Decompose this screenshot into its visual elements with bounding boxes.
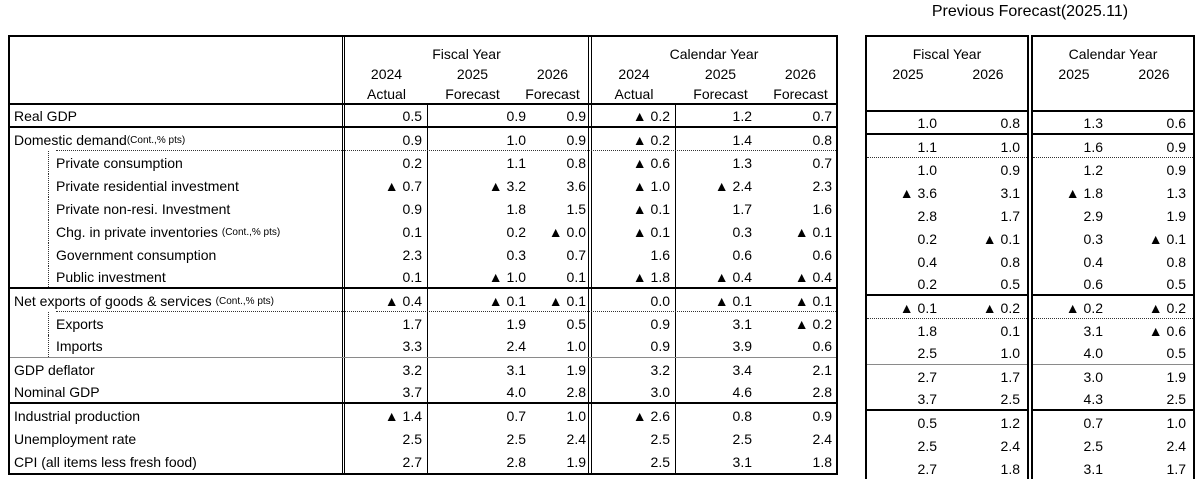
value-cell: 3.1	[1000, 184, 1020, 201]
row-label-cell	[10, 427, 345, 450]
row-label-text: Real GDP	[14, 107, 78, 124]
value-cell: 1.0	[917, 161, 937, 178]
prev-cy-row	[1033, 434, 1193, 457]
value-cell: 0.9	[532, 128, 592, 151]
row-label-text: GDP deflator	[14, 361, 95, 378]
value-cell: 2.5	[506, 430, 526, 447]
value-cell: 3.6	[532, 174, 592, 197]
value-cell: 0.2	[917, 230, 937, 247]
value-cell: 4.0	[1083, 345, 1103, 361]
value-cell: ▲ 0.1	[592, 220, 676, 243]
value-cell: 3.1	[732, 315, 752, 332]
value-cell: 0.9	[532, 105, 592, 126]
row-label-text: Private non-resi. Investment	[56, 200, 231, 217]
row-label-cell	[10, 381, 345, 402]
value-cell: 2.5	[917, 345, 937, 361]
prev-cy-row	[1033, 388, 1193, 411]
value-cell: 2.5	[1166, 390, 1186, 407]
value-cell: 1.9	[1166, 368, 1186, 385]
value-cell: ▲ 0.1	[794, 223, 832, 240]
fy-col-year: 2024	[370, 66, 403, 82]
table-row	[10, 174, 836, 197]
value-cell: 0.9	[345, 197, 428, 220]
row-label-text: Exports	[56, 315, 104, 332]
value-cell: 1.0	[1166, 414, 1186, 431]
value-cell: 0.7	[506, 407, 526, 424]
value-cell: 0.1	[532, 266, 592, 287]
value-cell: 1.2	[1000, 414, 1020, 431]
fiscal-year-year-row	[345, 64, 588, 84]
value-cell: ▲ 3.6	[899, 184, 937, 201]
prev-fy-row	[867, 411, 1027, 434]
prev-cy-row	[1033, 296, 1193, 319]
row-label	[10, 105, 342, 126]
row-label-cell	[10, 358, 345, 381]
value-cell: ▲ 0.1	[532, 289, 592, 312]
prev-fy-row	[867, 250, 1027, 273]
value-cell: ▲ 0.1	[1148, 230, 1186, 247]
value-cell: 2.7	[917, 368, 937, 385]
table-row	[10, 381, 836, 404]
value-cell: 2.5	[1083, 437, 1103, 454]
calendar-year-title: Calendar Year	[669, 46, 759, 62]
prev-cy-row	[1033, 250, 1193, 273]
row-label	[10, 450, 342, 473]
prev-fy-row	[867, 388, 1027, 411]
value-cell: ▲ 0.1	[899, 299, 937, 316]
value-cell: ▲ 3.2	[488, 177, 526, 194]
prev-cy-year: 2025	[1058, 66, 1090, 82]
row-label	[48, 266, 342, 287]
value-cell: 1.0	[532, 404, 592, 427]
value-cell: 2.3	[345, 243, 428, 266]
value-cell: 1.7	[1166, 460, 1186, 477]
value-cell: ▲ 0.2	[794, 315, 832, 332]
table-row	[10, 335, 836, 358]
value-cell: ▲ 0.4	[345, 289, 428, 312]
value-cell: 0.9	[345, 128, 428, 151]
value-cell: 0.8	[1000, 114, 1020, 131]
prev-cy-row	[1033, 158, 1193, 181]
prev-fy-row	[867, 181, 1027, 204]
row-label-cell	[10, 312, 345, 335]
prev-fy-row	[867, 319, 1027, 342]
value-cell: ▲ 0.2	[592, 128, 676, 151]
row-label-unit: (Cont.,% pts)	[126, 135, 186, 146]
prev-cy-row	[1033, 181, 1193, 204]
row-label-cell	[10, 174, 345, 197]
prev-fy-row	[867, 296, 1027, 319]
row-label-text: Domestic demand	[14, 131, 127, 148]
value-cell: 1.0	[532, 335, 592, 357]
table-row	[10, 197, 836, 220]
table-row	[10, 358, 836, 381]
value-cell: 3.3	[345, 335, 428, 357]
row-label	[48, 243, 342, 266]
prev-cy-row	[1033, 411, 1193, 434]
prev-cy-row	[1033, 319, 1193, 342]
value-cell: 0.8	[812, 131, 832, 148]
fy-col-year: 2026	[536, 66, 569, 82]
prev-cy-row	[1033, 273, 1193, 296]
row-label-text: Private residential investment	[56, 177, 239, 194]
value-cell: 2.4	[506, 338, 526, 354]
previous-cy-title: Calendar Year	[1068, 46, 1158, 62]
fy-col-kind: Forecast	[445, 86, 500, 102]
value-cell: 0.0	[592, 289, 676, 312]
value-cell: 0.2	[917, 275, 937, 292]
value-cell: ▲ 0.1	[488, 292, 526, 309]
previous-cy-header	[1033, 44, 1193, 112]
fy-col-kind: Actual	[367, 86, 406, 102]
value-cell: 2.4	[1166, 437, 1186, 454]
table-row	[10, 450, 836, 473]
calendar-year-year-row	[592, 64, 836, 84]
row-label	[10, 358, 342, 381]
prev-fy-year: 2026	[972, 66, 1004, 82]
value-cell: 1.0	[917, 114, 937, 131]
main-table-header	[10, 37, 836, 105]
fy-col-year: 2025	[456, 66, 489, 82]
value-cell: ▲ 0.2	[1148, 299, 1186, 316]
prev-cy-row	[1033, 365, 1193, 388]
value-cell: 3.2	[345, 358, 428, 381]
value-cell: 1.9	[506, 315, 526, 332]
value-cell: 1.7	[732, 200, 752, 217]
previous-fy-title: Fiscal Year	[912, 46, 982, 62]
prev-fy-row	[867, 112, 1027, 135]
value-cell: 2.3	[812, 177, 832, 194]
row-label	[48, 335, 342, 357]
value-cell: 1.2	[1083, 161, 1103, 178]
value-cell: 1.6	[1083, 138, 1103, 155]
row-label-text: Nominal GDP	[14, 383, 100, 400]
prev-fy-row	[867, 365, 1027, 388]
value-cell: ▲ 2.6	[592, 404, 676, 427]
value-cell: 1.5	[532, 197, 592, 220]
table-row	[10, 266, 836, 289]
row-label	[10, 289, 342, 312]
value-cell: 3.0	[1083, 368, 1103, 385]
value-cell: 0.9	[1166, 161, 1186, 178]
value-cell: 0.9	[812, 407, 832, 424]
value-cell: 0.8	[532, 151, 592, 174]
value-cell: 0.6	[812, 338, 832, 354]
row-label-cell	[10, 450, 345, 473]
value-cell: 0.5	[1166, 345, 1186, 361]
value-cell: 2.8	[532, 381, 592, 402]
previous-forecast-title: Previous Forecast(2025.11)	[931, 3, 1129, 20]
table-row	[10, 404, 836, 427]
value-cell: 0.8	[1000, 253, 1020, 270]
cy-col-year: 2025	[704, 66, 737, 82]
value-cell: 0.1	[345, 266, 428, 287]
table-row	[10, 243, 836, 266]
row-label	[10, 427, 342, 450]
value-cell: ▲ 0.2	[982, 299, 1020, 316]
value-cell: 0.3	[506, 246, 526, 263]
previous-fy-years	[867, 64, 1027, 84]
value-cell: 1.0	[506, 131, 526, 148]
value-cell: 1.8	[812, 453, 832, 470]
row-label	[48, 197, 342, 220]
value-cell: 1.6	[812, 200, 832, 217]
value-cell: 1.7	[345, 312, 428, 335]
cy-col-kind: Forecast	[773, 86, 828, 102]
value-cell: ▲ 0.6	[592, 151, 676, 174]
previous-calendar-year-table	[1031, 35, 1195, 479]
value-cell: 3.4	[732, 361, 752, 378]
value-cell: ▲ 0.1	[982, 230, 1020, 247]
row-label-text: Imports	[56, 338, 103, 354]
calendar-year-header-block	[592, 37, 836, 103]
value-cell: 2.4	[1000, 437, 1020, 454]
prev-cy-row	[1033, 457, 1193, 479]
value-cell: 1.3	[732, 154, 752, 171]
value-cell: ▲ 1.8	[592, 266, 676, 287]
value-cell: 1.4	[732, 131, 752, 148]
row-label-unit: (Cont.,% pts)	[215, 296, 275, 307]
row-label-cell	[10, 151, 345, 174]
value-cell: 2.7	[345, 450, 428, 473]
value-cell: 1.9	[532, 450, 592, 473]
row-label-cell	[10, 220, 345, 243]
value-cell: 1.8	[506, 200, 526, 217]
value-cell: 1.6	[592, 243, 676, 266]
value-cell: 3.1	[732, 453, 752, 470]
value-cell: 0.9	[506, 107, 526, 124]
value-cell: 0.7	[532, 243, 592, 266]
row-label-text: Public investment	[56, 268, 166, 285]
value-cell: 3.1	[506, 361, 526, 378]
value-cell: 1.1	[917, 138, 937, 155]
value-cell: 1.1	[506, 154, 526, 171]
value-cell: 4.3	[1083, 390, 1103, 407]
row-label-unit: (Cont.,% pts)	[221, 227, 281, 238]
value-cell: 0.7	[1083, 414, 1103, 431]
fiscal-year-kind-row	[345, 84, 588, 104]
value-cell: 4.0	[506, 383, 526, 400]
value-cell: ▲ 0.1	[794, 292, 832, 309]
value-cell: ▲ 0.2	[1065, 299, 1103, 316]
row-label-text: CPI (all items less fresh food)	[14, 453, 197, 470]
value-cell: ▲ 0.4	[794, 268, 832, 285]
value-cell: 3.7	[345, 381, 428, 402]
value-cell: 2.8	[812, 383, 832, 400]
value-cell: 2.5	[732, 430, 752, 447]
value-cell: 1.3	[1083, 114, 1103, 131]
value-cell: 3.1	[1083, 460, 1103, 477]
row-label-cell	[10, 404, 345, 427]
value-cell: 2.5	[592, 427, 676, 450]
previous-cy-body	[1033, 112, 1193, 479]
value-cell: 0.9	[1000, 161, 1020, 178]
value-cell: ▲ 2.4	[714, 177, 752, 194]
value-cell: 2.8	[917, 207, 937, 224]
value-cell: 0.5	[1000, 275, 1020, 292]
value-cell: 2.5	[345, 427, 428, 450]
value-cell: 0.3	[732, 223, 752, 240]
row-label	[10, 128, 342, 151]
value-cell: 0.2	[506, 223, 526, 240]
value-cell: 0.9	[1166, 138, 1186, 155]
prev-fy-row	[867, 434, 1027, 457]
value-cell: 3.7	[917, 390, 937, 407]
value-cell: 0.5	[917, 414, 937, 431]
row-label	[48, 151, 342, 174]
value-cell: 1.0	[1000, 138, 1020, 155]
table-row	[10, 220, 836, 243]
value-cell: ▲ 0.4	[714, 268, 752, 285]
value-cell: ▲ 1.8	[1065, 184, 1103, 201]
row-label-cell	[10, 197, 345, 220]
value-cell: ▲ 0.6	[1148, 322, 1186, 339]
prev-fy-row	[867, 135, 1027, 158]
row-label-text: Unemployment rate	[14, 430, 137, 447]
value-cell: 0.8	[1166, 253, 1186, 270]
cy-col-year: 2026	[784, 66, 817, 82]
row-label-text: Private consumption	[56, 154, 183, 171]
row-label-text: Industrial production	[14, 407, 141, 424]
value-cell: 0.7	[812, 107, 832, 124]
prev-cy-row	[1033, 204, 1193, 227]
table-row	[10, 427, 836, 450]
table-row	[10, 105, 836, 128]
value-cell: 1.2	[732, 107, 752, 124]
value-cell: 0.6	[1083, 275, 1103, 292]
value-cell: 1.7	[1000, 207, 1020, 224]
prev-fy-row	[867, 273, 1027, 296]
value-cell: 0.6	[1166, 114, 1186, 131]
prev-fy-row	[867, 457, 1027, 479]
fiscal-year-title: Fiscal Year	[432, 46, 501, 62]
table-row	[10, 312, 836, 335]
prev-cy-row	[1033, 227, 1193, 250]
value-cell: 3.9	[732, 338, 752, 354]
prev-fy-year: 2025	[892, 66, 924, 82]
value-cell: 0.9	[592, 312, 676, 335]
previous-fiscal-year-table	[865, 35, 1029, 479]
value-cell: 2.4	[532, 427, 592, 450]
value-cell: 0.9	[592, 335, 676, 357]
row-label-cell	[10, 266, 345, 287]
value-cell: 2.1	[812, 361, 832, 378]
header-empty-cell	[10, 37, 345, 103]
value-cell: 0.4	[917, 253, 937, 270]
value-cell: 3.2	[592, 358, 676, 381]
value-cell: ▲ 0.1	[592, 197, 676, 220]
row-label-text: Government consumption	[56, 246, 217, 263]
prev-cy-year: 2026	[1138, 66, 1170, 82]
cy-col-kind: Forecast	[693, 86, 748, 102]
value-cell: 1.9	[532, 358, 592, 381]
row-label	[10, 404, 342, 427]
previous-fy-body	[867, 112, 1027, 479]
value-cell: 0.7	[812, 154, 832, 171]
row-label	[10, 381, 342, 402]
table-row	[10, 128, 836, 151]
row-label-cell	[10, 335, 345, 357]
row-label-cell	[10, 128, 345, 151]
value-cell: 1.0	[1000, 345, 1020, 361]
value-cell: 0.6	[732, 246, 752, 263]
value-cell: ▲ 0.0	[532, 220, 592, 243]
prev-fy-row	[867, 204, 1027, 227]
prev-cy-row	[1033, 342, 1193, 365]
value-cell: ▲ 0.7	[345, 174, 428, 197]
value-cell: 2.7	[917, 460, 937, 477]
value-cell: 1.3	[1166, 184, 1186, 201]
value-cell: 0.8	[732, 407, 752, 424]
value-cell: ▲ 1.0	[488, 268, 526, 285]
value-cell: 2.5	[917, 437, 937, 454]
value-cell: 1.8	[1000, 460, 1020, 477]
main-table-body	[10, 105, 836, 473]
value-cell: 0.6	[812, 246, 832, 263]
value-cell: ▲ 0.2	[592, 105, 676, 126]
cy-col-kind: Actual	[614, 86, 654, 102]
value-cell: 0.1	[1000, 322, 1020, 339]
row-label	[48, 220, 342, 243]
table-row	[10, 151, 836, 174]
prev-fy-row	[867, 227, 1027, 250]
previous-fy-header	[867, 44, 1027, 112]
fy-col-kind: Forecast	[525, 86, 580, 102]
prev-fy-row	[867, 158, 1027, 181]
value-cell: 2.9	[1083, 207, 1103, 224]
prev-cy-row	[1033, 112, 1193, 135]
value-cell: 3.1	[1083, 322, 1103, 339]
row-label-text: Net exports of goods & services	[14, 292, 212, 309]
table-row	[10, 289, 836, 312]
value-cell: 2.8	[506, 453, 526, 470]
value-cell: 1.9	[1166, 207, 1186, 224]
row-label-cell	[10, 289, 345, 312]
value-cell: 0.5	[1166, 275, 1186, 292]
value-cell: 2.5	[1000, 390, 1020, 407]
previous-forecast-tables	[865, 35, 1195, 479]
row-label	[48, 312, 342, 335]
row-label-cell	[10, 243, 345, 266]
value-cell: ▲ 1.0	[592, 174, 676, 197]
value-cell: ▲ 1.4	[345, 404, 428, 427]
prev-fy-row	[867, 342, 1027, 365]
value-cell: 2.5	[592, 450, 676, 473]
current-forecast-table	[8, 35, 838, 475]
value-cell: ▲ 0.1	[714, 292, 752, 309]
prev-cy-row	[1033, 135, 1193, 158]
value-cell: 0.1	[345, 220, 428, 243]
value-cell: 0.4	[1083, 253, 1103, 270]
value-cell: 2.4	[812, 430, 832, 447]
value-cell: 0.5	[532, 312, 592, 335]
value-cell: 1.7	[1000, 368, 1020, 385]
fiscal-year-header-block	[345, 37, 592, 103]
value-cell: 3.0	[592, 381, 676, 402]
value-cell: 1.8	[917, 322, 937, 339]
value-cell: 0.5	[345, 105, 428, 126]
value-cell: 0.2	[345, 151, 428, 174]
cy-col-year: 2024	[618, 66, 650, 82]
value-cell: 0.3	[1083, 230, 1103, 247]
value-cell: 4.6	[732, 383, 752, 400]
previous-cy-years	[1033, 64, 1193, 84]
row-label-cell	[10, 105, 345, 126]
row-label	[48, 174, 342, 197]
row-label-text: Chg. in private inventories	[56, 223, 218, 240]
calendar-year-kind-row	[592, 84, 836, 104]
